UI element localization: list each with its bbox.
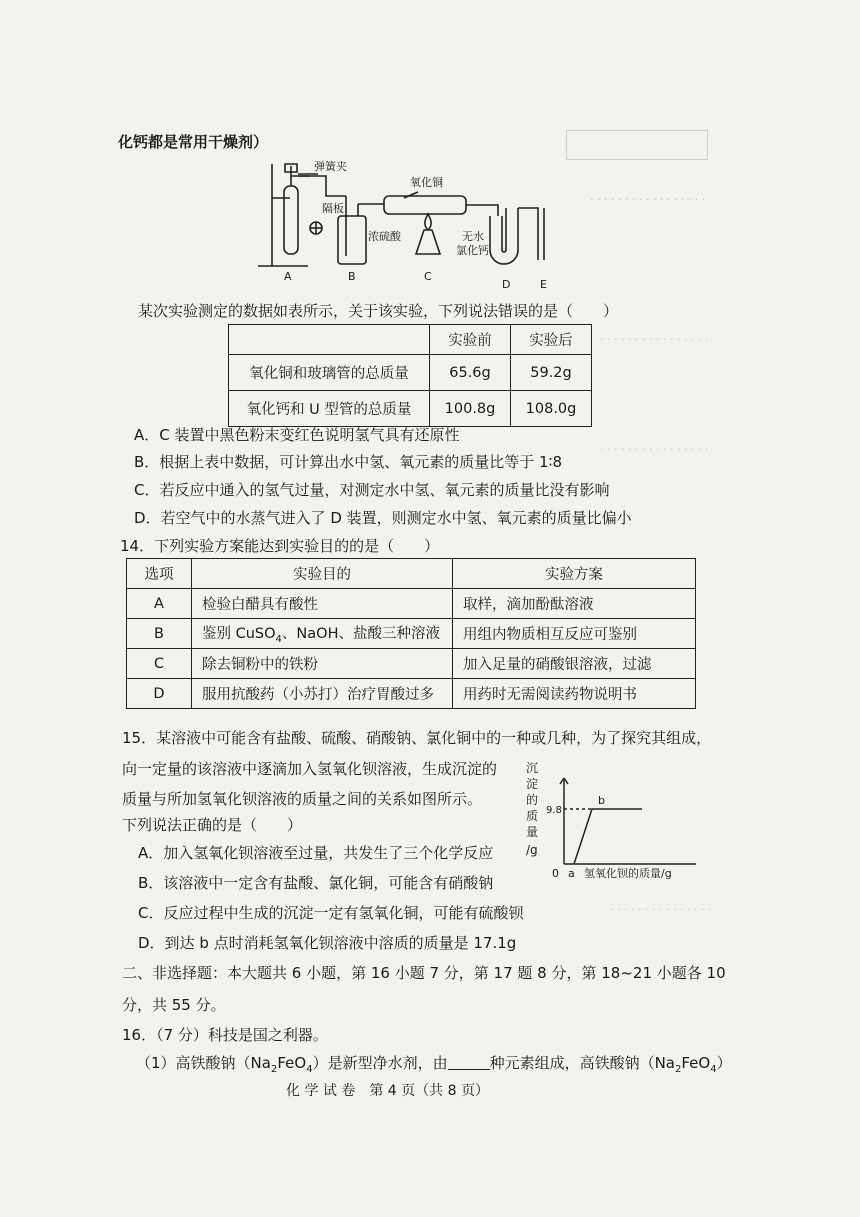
apparatus-diagram bbox=[258, 156, 568, 290]
q14-header-plan: 实验方案 bbox=[453, 559, 696, 589]
graph-xlabel: 氢氧化钡的质量/g bbox=[584, 867, 672, 880]
q14-header-goal: 实验目的 bbox=[192, 559, 453, 589]
q13-stem: 某次实验测定的数据如表所示，关于该实验，下列说法错误的是（ ） bbox=[138, 302, 619, 320]
page-footer: 化 学 试 卷 第 4 页（共 8 页） bbox=[286, 1083, 489, 1099]
q16-sub: 2 bbox=[270, 1064, 278, 1075]
q16-part-1 bbox=[136, 1052, 732, 1081]
q15-stem-4: 下列说法正确的是（ ） bbox=[122, 816, 303, 834]
q16-title: 16．（7 分）科技是国之利器。 bbox=[122, 1026, 328, 1044]
precipitate-graph bbox=[520, 756, 700, 882]
bleed-through-text: . . . . . . . . . . . . . . . . bbox=[600, 440, 709, 453]
label-b: B bbox=[348, 270, 356, 283]
q16-sub: 2 bbox=[675, 1064, 682, 1075]
graph-ylabel-2: 淀 bbox=[526, 777, 539, 791]
q13-cell: 65.6g bbox=[430, 355, 511, 391]
bleed-through-box bbox=[566, 130, 708, 160]
label-copper-oxide: 氧化铜 bbox=[410, 176, 443, 189]
label-anhydrous: 无水 bbox=[462, 230, 484, 243]
q13-option-a: A．C 装置中黑色粉末变红色说明氢气具有还原性 bbox=[134, 426, 460, 444]
q14-plan: 用组内物质相互反应可鉴别 bbox=[453, 619, 696, 649]
q14-goal-post: 、NaOH、盐酸三种溶液 bbox=[281, 626, 440, 643]
q13-row-label: 氧化铜和玻璃管的总质量 bbox=[229, 355, 430, 391]
q16-answer-blank[interactable] bbox=[448, 1055, 490, 1070]
q13-cell: 108.0g bbox=[511, 391, 592, 427]
graph-y-value: 9.8 bbox=[546, 805, 562, 816]
q16-sub: 4 bbox=[306, 1064, 313, 1075]
q14-goal bbox=[192, 619, 453, 649]
label-d: D bbox=[502, 278, 511, 290]
q15-stem-3: 质量与所加氢氧化钡溶液的质量之间的关系如图所示。 bbox=[122, 790, 483, 808]
intro-line: 化钙都是常用干燥剂） bbox=[118, 133, 269, 151]
graph-point-b: b bbox=[598, 794, 605, 807]
q13-cell: 59.2g bbox=[511, 355, 592, 391]
q14-plan: 用药时无需阅读药物说明书 bbox=[453, 679, 696, 709]
q13-header-empty bbox=[229, 325, 430, 355]
q14-table bbox=[126, 558, 696, 709]
q16-text: （1）高铁酸钠（Na bbox=[136, 1054, 271, 1072]
graph-ylabel-4: 质 bbox=[526, 809, 539, 823]
q16-text: FeO bbox=[681, 1054, 711, 1072]
graph-ylabel-5: 量 bbox=[526, 825, 539, 839]
label-cacl2: 氯化钙 bbox=[456, 244, 489, 257]
q13-table bbox=[228, 324, 592, 427]
q16-text: ） bbox=[716, 1054, 732, 1072]
q13-header-before: 实验前 bbox=[430, 325, 511, 355]
q14-plan: 加入足量的硝酸银溶液，过滤 bbox=[453, 649, 696, 679]
q15-option-b: B．该溶液中一定含有盐酸、氯化铜，可能含有硝酸钠 bbox=[138, 874, 494, 892]
bleed-through-text: . . . . . . . . . . . . . . . . . bbox=[590, 190, 706, 203]
label-c: C bbox=[424, 270, 432, 283]
q15-stem-1: 15．某溶液中可能含有盐酸、硫酸、硝酸钠、氯化铜中的一种或几种，为了探究其组成， bbox=[122, 729, 712, 747]
graph-ylabel-1: 沉 bbox=[526, 761, 539, 775]
q16-sub: 4 bbox=[710, 1064, 717, 1075]
q16-text: FeO bbox=[277, 1054, 307, 1072]
q13-option-c: C．若反应中通入的氢气过量，对测定水中氢、氧元素的质量比没有影响 bbox=[134, 481, 610, 499]
graph-ylabel-3: 的 bbox=[526, 793, 539, 807]
q14-opt: D bbox=[127, 679, 192, 709]
q14-opt: B bbox=[127, 619, 192, 649]
q13-option-d: D．若空气中的水蒸气进入了 D 装置，则测定水中氢、氧元素的质量比偏小 bbox=[134, 509, 632, 527]
section2-line-2: 分，共 55 分。 bbox=[122, 996, 226, 1014]
q13-row-label: 氧化钙和 U 型管的总质量 bbox=[229, 391, 430, 427]
q14-goal: 除去铜粉中的铁粉 bbox=[192, 649, 453, 679]
label-spring-clip: 弹簧夹 bbox=[314, 160, 347, 173]
label-a: A bbox=[284, 270, 292, 283]
graph-curve bbox=[574, 809, 642, 864]
q13-option-b: B．根据上表中数据，可计算出水中氢、氧元素的质量比等于 1∶8 bbox=[134, 453, 563, 471]
q14-goal: 服用抗酸药（小苏打）治疗胃酸过多 bbox=[192, 679, 453, 709]
q14-header-option: 选项 bbox=[127, 559, 192, 589]
q13-cell: 100.8g bbox=[430, 391, 511, 427]
q14-plan: 取样，滴加酚酞溶液 bbox=[453, 589, 696, 619]
q15-option-a: A．加入氢氧化钡溶液至过量，共发生了三个化学反应 bbox=[138, 844, 494, 862]
q15-option-c: C．反应过程中生成的沉淀一定有氢氧化铜，可能有硫酸钡 bbox=[138, 904, 524, 922]
q16-text: ）是新型净水剂，由 bbox=[312, 1054, 448, 1072]
q14-opt: A bbox=[127, 589, 192, 619]
q14-goal-pre: 鉴别 CuSO bbox=[202, 626, 276, 643]
q13-header-after: 实验后 bbox=[511, 325, 592, 355]
label-partition: 隔板 bbox=[322, 202, 344, 215]
q14-stem: 14．下列实验方案能达到实验目的的是（ ） bbox=[120, 537, 440, 555]
q14-goal-sub: 4 bbox=[275, 633, 282, 645]
bleed-through-text: . . . . . . . . . . . . . . . bbox=[610, 900, 712, 913]
graph-origin: 0 bbox=[552, 867, 559, 880]
q14-opt: C bbox=[127, 649, 192, 679]
q14-goal: 检验白醋具有酸性 bbox=[192, 589, 453, 619]
bleed-through-text: . . . . . . . . . . . . . . . . bbox=[600, 330, 709, 343]
graph-ylabel-6: /g bbox=[526, 843, 538, 857]
q16-text: 种元素组成，高铁酸钠（Na bbox=[489, 1054, 675, 1072]
graph-point-a: a bbox=[568, 867, 575, 880]
q15-option-d: D．到达 b 点时消耗氢氧化钡溶液中溶质的质量是 17.1g bbox=[138, 934, 517, 952]
label-e: E bbox=[540, 278, 547, 290]
q15-stem-2: 向一定量的该溶液中逐滴加入氢氧化钡溶液，生成沉淀的 bbox=[122, 760, 498, 778]
label-conc-acid: 浓硫酸 bbox=[368, 230, 401, 243]
section2-line-1: 二、非选择题：本大题共 6 小题，第 16 小题 7 分，第 17 题 8 分，第 18~21 小题各 10 bbox=[122, 964, 726, 982]
